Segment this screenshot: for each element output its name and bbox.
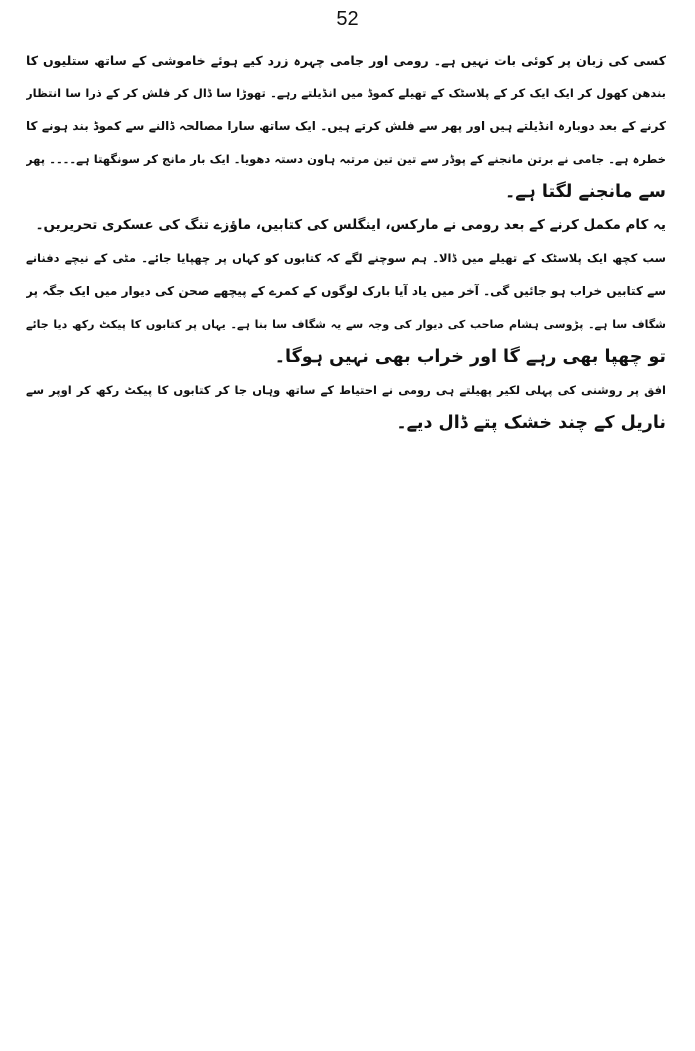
text-line: خطرہ ہے۔ جامی نے برتن مانجنے کے پوڈر سے تین تین مرتبہ ہاون دستہ دھویا۔ ایک بار مانج کر سونگھتا ہے۔۔۔۔ پھر [26,152,666,166]
text-line: تو چھپا بھی رہے گا اور خراب بھی نہیں ہوگا۔ [274,347,666,367]
text-line: کرنے کے بعد دوبارہ انڈیلتے ہیں اور پھر سے فلش کرتے ہیں۔ ایک ساتھ سارا مصالحہ ڈالنے سے کموڈ بند ہونے کا [26,119,666,133]
text-line: یہ کام مکمل کرنے کے بعد رومی نے مارکس، اینگلس کی کتابیں، ماؤزے تنگ کی عسکری تحریریں۔ [35,217,666,233]
page-number: 52 [336,8,359,30]
text-line: سے کتابیں خراب ہو جائیں گی۔ آخر میں یاد آیا بارک لوگوں کے کمرے کے پیچھے صحن کی دیوار میں ایک جگہ پر [26,284,666,298]
text-line: افق پر روشنی کی پہلی لکیر پھیلتے ہی رومی نے احتیاط کے ساتھ وہاں جا کر کتابوں کا پیکٹ رکھ کر اوپر سے [26,383,666,397]
text-line: سب کچھ ایک پلاسٹک کے تھیلے میں ڈالا۔ ہم سوچنے لگے کہ کتابوں کو کہاں پر چھپایا جائے۔ مٹی کے نیچے دفنانے [26,251,666,265]
text-line: کسی کی زبان پر کوئی بات نہیں ہے۔ رومی اور جامی چہرہ زرد کیے ہوئے خاموشی کے ساتھ ستلیوں کا [26,53,666,68]
text-line: شگاف سا ہے۔ پڑوسی ہشام صاحب کی دیوار کی وجہ سے یہ شگاف سا بنا ہے۔ یہاں پر کتابوں کا پیکٹ رکھ دیا جائے [26,318,666,331]
text-line: بندھن کھول کر ایک ایک کر کے پلاسٹک کے تھیلے کموڈ میں انڈیلتے رہے۔ تھوڑا سا ڈال کر فلش کر کے ذرا سا انتظار [26,86,666,100]
body-text [26,44,666,440]
text-line: ناریل کے چند خشک پتے ڈال دیے۔ [396,413,666,433]
text-line: سے مانجنے لگتا ہے۔ [505,182,666,202]
